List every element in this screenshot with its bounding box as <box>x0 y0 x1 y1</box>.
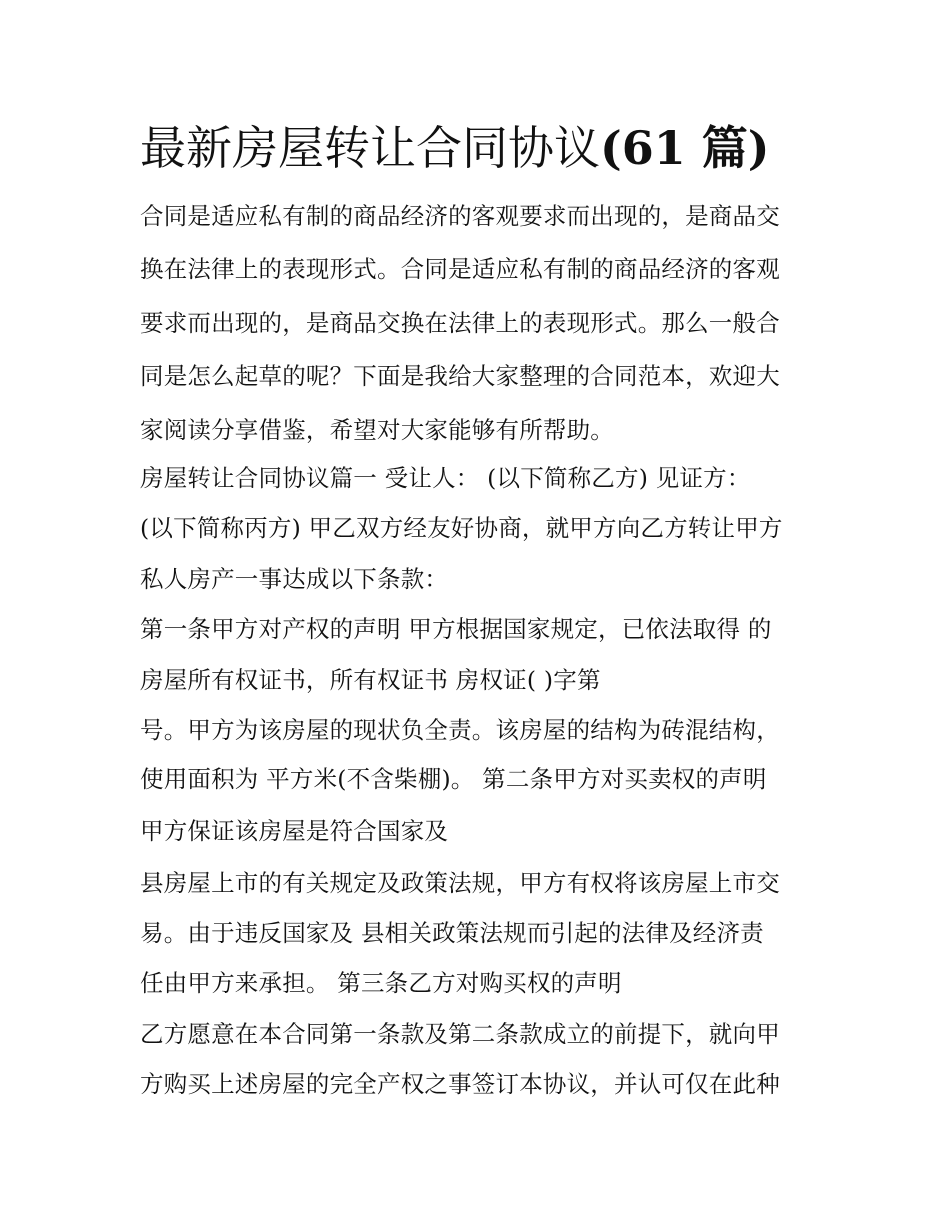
body-line: 任由甲方来承担。 第三条乙方对购买权的声明 <box>140 969 622 997</box>
body-line: 家阅读分享借鉴，希望对大家能够有所帮助。 <box>140 416 614 444</box>
body-line: 号。甲方为该房屋的现状负全责。该房屋的结构为砖混结构， <box>140 716 780 744</box>
body-line: 使用面积为 平方米(不含柴棚)。 第二条甲方对买卖权的声明 <box>140 765 767 793</box>
body-line: 房屋转让合同协议篇一 受让人： (以下简称乙方) 见证方： <box>140 464 751 492</box>
title-main: 最新房屋转让合同协议 <box>140 121 600 175</box>
body-line: 易。由于违反国家及 县相关政策法规而引起的法律及经济责 <box>140 919 764 947</box>
body-line: 乙方愿意在本合同第一条款及第二条款成立的前提下，就向甲 <box>140 1020 780 1048</box>
body-line: 合同是适应私有制的商品经济的客观要求而出现的，是商品交 <box>140 202 780 230</box>
body-line: 房屋所有权证书，所有权证书 房权证( )字第 <box>140 666 601 694</box>
body-line: 私人房产一事达成以下条款： <box>140 565 449 593</box>
body-line: 甲方保证该房屋是符合国家及 <box>140 817 449 845</box>
body-line: 同是怎么起草的呢？下面是我给大家整理的合同范本，欢迎大 <box>140 362 780 390</box>
body-line: 方购买上述房屋的完全产权之事签订本协议，并认可仅在此种 <box>140 1070 780 1098</box>
body-line: 第一条甲方对产权的声明 甲方根据国家规定，已依法取得 的 <box>140 615 772 643</box>
body-line: (以下简称丙方) 甲乙双方经友好协商，就甲方向乙方转让甲方 <box>140 514 783 542</box>
document-title <box>140 112 770 184</box>
body-line: 要求而出现的，是商品交换在法律上的表现形式。那么一般合 <box>140 309 780 337</box>
body-line: 县房屋上市的有关规定及政策法规，甲方有权将该房屋上市交 <box>140 869 780 897</box>
title-count: (61 篇) <box>600 121 770 175</box>
body-line: 换在法律上的表现形式。合同是适应私有制的商品经济的客观 <box>140 255 780 283</box>
